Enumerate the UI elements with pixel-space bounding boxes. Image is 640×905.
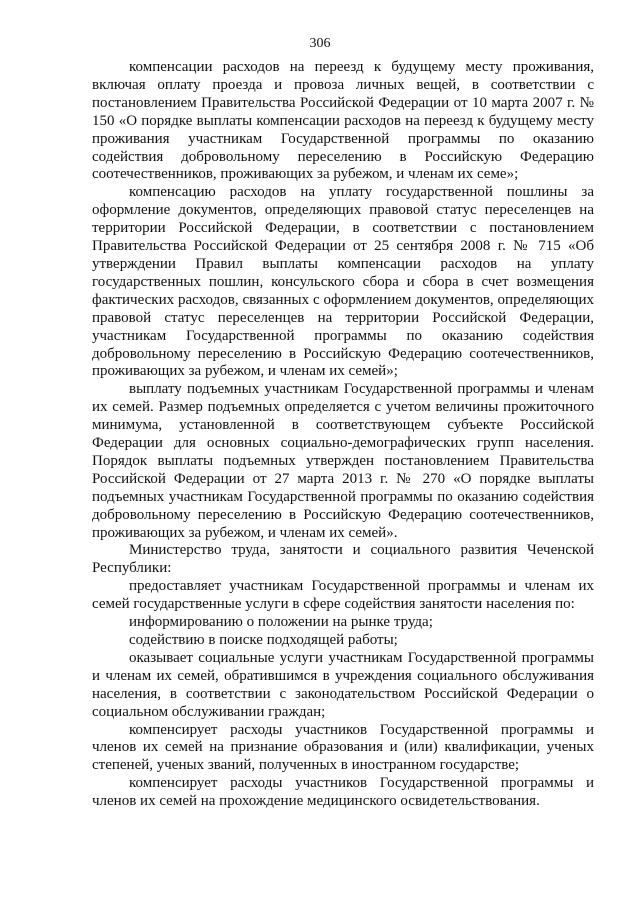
document-body [92,59,594,811]
paragraph-state-duty-compensation: компенсацию расходов на уплату государственной пошлины за оформление документов, определяющих правовой статус переселенцев на территории Российской Федерации, в соответствии с постановлением Правительства Российской Федерации от 25 сентября 2008 г. № 715 «Об утверждении Правил выплаты компенсации расходов на уплату государственных пошлин, консульского сбора и сбора в счет возмещения фактических расходов, связанных с оформлением документов, определяющих правовой статус переселенцев на территории Российской Федерации, участникам Государственной программы по оказанию содействия добровольному переселению в Российскую Федерацию соотечественников, проживающих за рубежом, и членам их семей»; [92,184,594,380]
paragraph-ministry-heading: Министерство труда, занятости и социального развития Чеченской Республики: [92,542,594,577]
paragraph-employment-services: предоставляет участникам Государственной программы и членам их семей государственные услуги в сфере содействия занятости населения по: [92,578,594,613]
page-number: 306 [309,36,331,51]
paragraph-job-search: содействию в поиске подходящей работы; [129,632,398,648]
paragraph-education-recognition: компенсирует расходы участников Государственной программы и членов их семей на признание образования и (или) квалификации, ученых степеней, ученых званий, полученных в иностранном государстве; [92,721,594,774]
paragraph-medical-examination: компенсирует расходы участников Государственной программы и членов их семей на прохождение медицинского освидетельствования. [92,775,594,810]
paragraph-lifting-allowance: выплату подъемных участникам Государственной программы и членам их семей. Размер подъемных определяется с учетом величины прожиточного минимума, установленной в соответствующем субъекте Российской Федерации для основных социально-демографических групп населения. Порядок выплаты подъемных утвержден постановлением Правительства Российской Федерации от 27 марта 2013 г. № 270 «О порядке выплаты подъемных участникам Государственной программы по оказанию содействия добровольному переселению в Российскую Федерацию соотечественников, проживающих за рубежом, и членам их семей». [92,381,594,541]
paragraph-labor-market-info: информированию о положении на рынке труда; [129,614,433,631]
paragraph-relocation-compensation: компенсации расходов на переезд к будущему месту проживания, включая оплату проезда и провоза личных вещей, в соответствии с постановлением Правительства Российской Федерации от 10 марта 2007 г. № 150 «О порядке выплаты компенсации расходов на переезд к будущему месту проживания участникам Государственной программы по оказанию содействия добровольному переселению в Российскую Федерацию соотечественников, проживающих за рубежом, и членам их семе»; [92,59,594,183]
paragraph-social-services: оказывает социальные услуги участникам Государственной программы и членам их семей, обратившимся в учреждения социального обслуживания населения, в соответствии с законодательством Российской Федерации о социальном обслуживании граждан; [92,649,594,720]
